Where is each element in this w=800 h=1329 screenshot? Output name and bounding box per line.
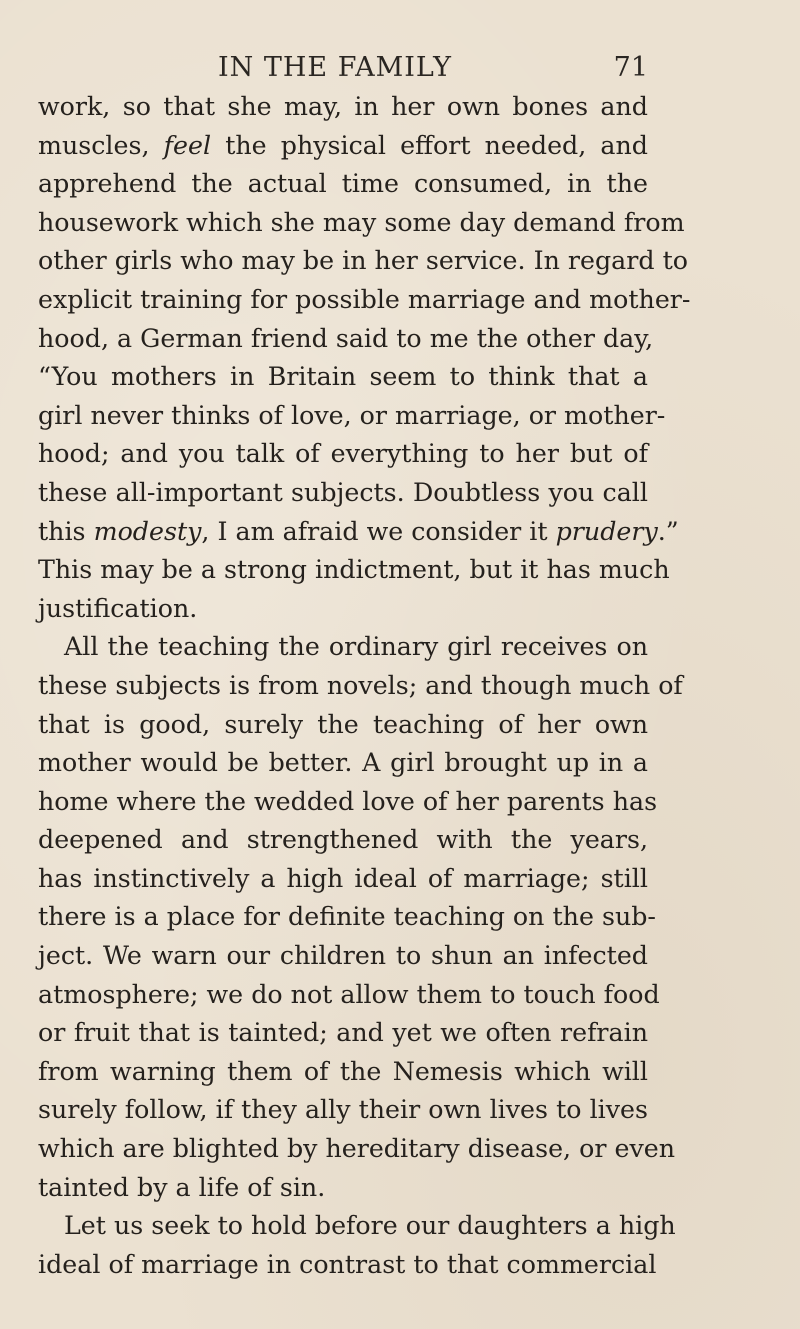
text-line: these subjects is from novels; and though much of (38, 670, 683, 700)
page-number: 71 (613, 52, 648, 83)
text-line: home where the wedded love of her parents has (38, 786, 658, 816)
text-line: that is good, surely the teaching of her own (38, 709, 648, 739)
text-line: this modesty, I am afraid we consider it prudery.” (38, 516, 679, 546)
text-line: ideal of marriage in contrast to that commercial (38, 1249, 657, 1279)
text-line: “You mothers in Britain seem to think that a (38, 362, 648, 392)
text-line: ject. We warn our children to shun an infected (38, 941, 648, 971)
text-line: This may be a strong indictment, but it has much (38, 555, 670, 585)
text-line: hood, a German friend said to me the other day, (38, 323, 654, 353)
text-line: work, so that she may, in her own bones and (38, 92, 648, 121)
text-line: has instinctively a high ideal of marriage; still (38, 863, 648, 893)
text-line: explicit training for possible marriage and mother- (38, 284, 691, 314)
text-line: atmosphere; we do not allow them to touch food (38, 979, 660, 1009)
text-line: muscles, feel the physical effort needed, and (38, 130, 648, 160)
text-line: mother would be better. A girl brought up in a (38, 748, 648, 778)
text-line: there is a place for definite teaching on the sub- (38, 902, 656, 932)
text-line: surely follow, if they ally their own lives to lives (38, 1095, 648, 1125)
text-line: apprehend the actual time consumed, in the (38, 169, 648, 199)
text-line: justification. (38, 593, 198, 623)
text-line: deepened and strengthened with the years, (38, 825, 648, 855)
body-text (38, 88, 691, 1284)
text-line: from warning them of the Nemesis which will (38, 1056, 648, 1086)
text-line: these all-important subjects. Doubtless you call (38, 477, 648, 507)
text-line: Let us seek to hold before our daughters a high (64, 1211, 676, 1241)
text-line: All the teaching the ordinary girl receives on (64, 632, 648, 662)
text-line: other girls who may be in her service. In regard to (38, 246, 688, 276)
text-line: housework which she may some day demand from (38, 207, 685, 237)
text-line: tainted by a life of sin. (38, 1172, 326, 1202)
running-head (38, 50, 648, 90)
text-line: which are blighted by hereditary disease, or even (38, 1134, 676, 1164)
text-line: girl never thinks of love, or marriage, or mother- (38, 400, 666, 430)
text-line: or fruit that is tainted; and yet we often refrain (38, 1018, 648, 1048)
text-line: hood; and you talk of everything to her but of (38, 439, 648, 469)
running-title: IN THE FAMILY (218, 52, 452, 83)
